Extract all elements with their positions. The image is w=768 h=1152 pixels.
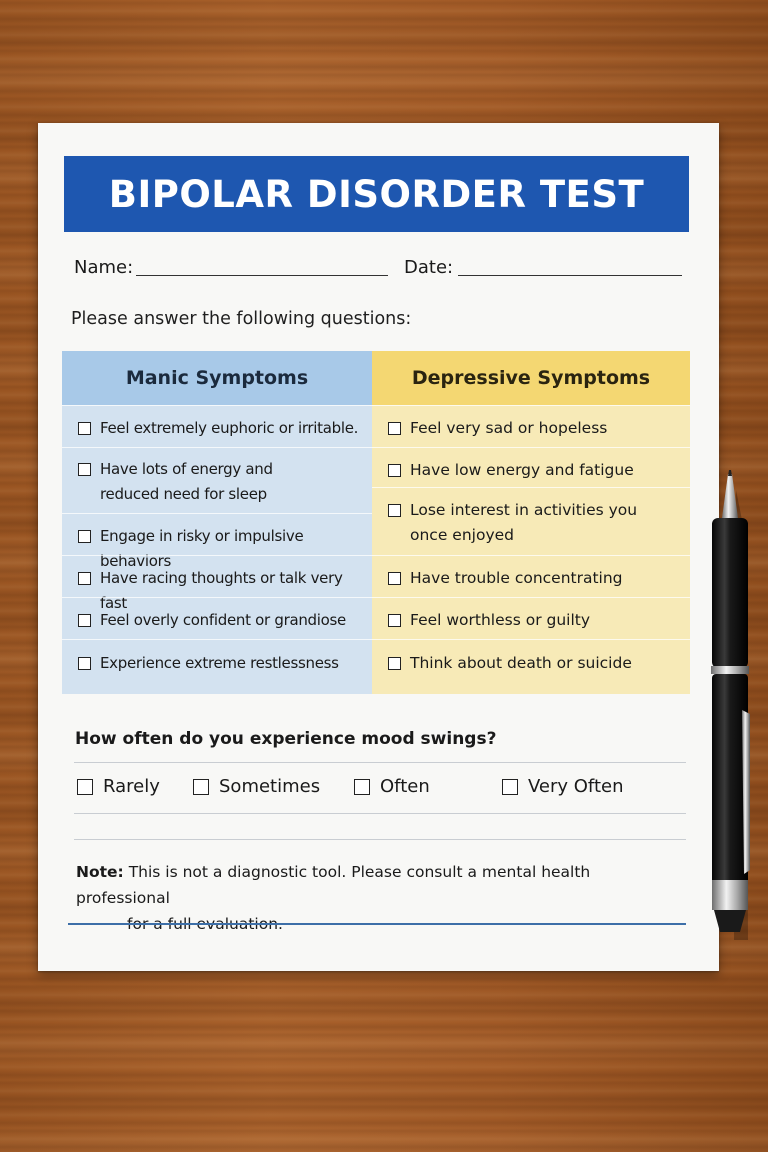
manic-row-restless [62, 639, 372, 694]
symptoms-table [62, 351, 690, 694]
symptom-text: Feel worthless or guilty [410, 611, 591, 629]
depressive-row-death [372, 639, 690, 694]
option-sometimes[interactable] [193, 776, 320, 797]
checkbox[interactable] [78, 657, 91, 670]
symptom-text: Think about death or suicide [410, 654, 632, 672]
symptom-text: Have low energy and fatigue [410, 461, 634, 479]
manic-row-confident [62, 597, 372, 639]
manic-row-energy [62, 447, 372, 513]
option-rarely[interactable] [77, 776, 160, 797]
date-label: Date: [404, 257, 454, 278]
manic-row-euphoric [62, 405, 372, 447]
checkbox[interactable] [193, 779, 209, 795]
symptom-text-line: once enjoyed [410, 526, 514, 544]
form-title: BIPOLAR DISORDER TEST [108, 172, 645, 216]
depressive-row-energy [372, 447, 690, 487]
manic-row-racing [62, 555, 372, 612]
checkbox[interactable] [78, 572, 91, 585]
option-often[interactable] [354, 776, 430, 797]
manic-header: Manic Symptoms [62, 351, 372, 405]
manic-column [62, 351, 372, 694]
option-label: Very Often [528, 776, 624, 797]
test-form-sheet [38, 123, 719, 971]
depressive-row-worthless [372, 597, 690, 639]
symptom-text: Feel overly confident or grandiose [100, 611, 346, 629]
date-field[interactable] [458, 275, 682, 276]
option-label: Sometimes [219, 776, 321, 797]
pen [696, 470, 756, 940]
checkbox[interactable] [77, 779, 93, 795]
note-text-line: for a full evaluation. [127, 915, 283, 933]
manic-row-risky [62, 513, 372, 570]
option-label: Often [380, 776, 430, 797]
symptom-text: Have racing thoughts or talk very fast [100, 569, 343, 612]
checkbox[interactable] [388, 422, 401, 435]
checkbox[interactable] [354, 779, 370, 795]
note-label: Note: [76, 863, 124, 881]
title-banner [64, 156, 689, 232]
symptom-text [100, 457, 273, 507]
symptom-text: Engage in risky or impulsive behaviors [100, 527, 304, 570]
checkbox[interactable] [388, 614, 401, 627]
depressive-row-concentrating [372, 555, 690, 597]
checkbox[interactable] [388, 572, 401, 585]
symptom-text: Feel very sad or hopeless [410, 419, 608, 437]
checkbox[interactable] [78, 614, 91, 627]
frequency-question: How often do you experience mood swings? [75, 729, 497, 749]
divider [74, 839, 686, 840]
note-text-line: This is not a diagnostic tool. Please consult a mental health professional [76, 863, 591, 907]
name-field[interactable] [136, 275, 388, 276]
checkbox[interactable] [388, 464, 401, 477]
instructions-text: Please answer the following questions: [71, 309, 412, 329]
option-label: Rarely [103, 776, 160, 797]
divider [74, 813, 686, 814]
depressive-row-sad [372, 405, 690, 447]
depressive-column [372, 351, 690, 694]
checkbox[interactable] [78, 530, 91, 543]
checkbox[interactable] [78, 422, 91, 435]
option-very-often[interactable] [502, 776, 624, 797]
bottom-rule [68, 923, 686, 925]
checkbox[interactable] [502, 779, 518, 795]
checkbox[interactable] [78, 463, 91, 476]
depressive-row-interest [372, 487, 690, 555]
disclaimer-note [76, 859, 676, 937]
symptom-text: Have trouble concentrating [410, 569, 623, 587]
divider [74, 762, 686, 763]
depressive-header: Depressive Symptoms [372, 351, 690, 405]
symptom-text-line: Have lots of energy and [100, 460, 273, 478]
symptom-text-line: reduced need for sleep [100, 485, 267, 503]
checkbox[interactable] [388, 504, 401, 517]
name-label: Name: [74, 257, 134, 278]
symptom-text [410, 498, 637, 548]
checkbox[interactable] [388, 657, 401, 670]
symptom-text-line: Lose interest in activities you [410, 501, 638, 519]
symptom-text: Feel extremely euphoric or irritable. [100, 419, 359, 437]
symptom-text: Experience extreme restlessness [100, 654, 339, 672]
